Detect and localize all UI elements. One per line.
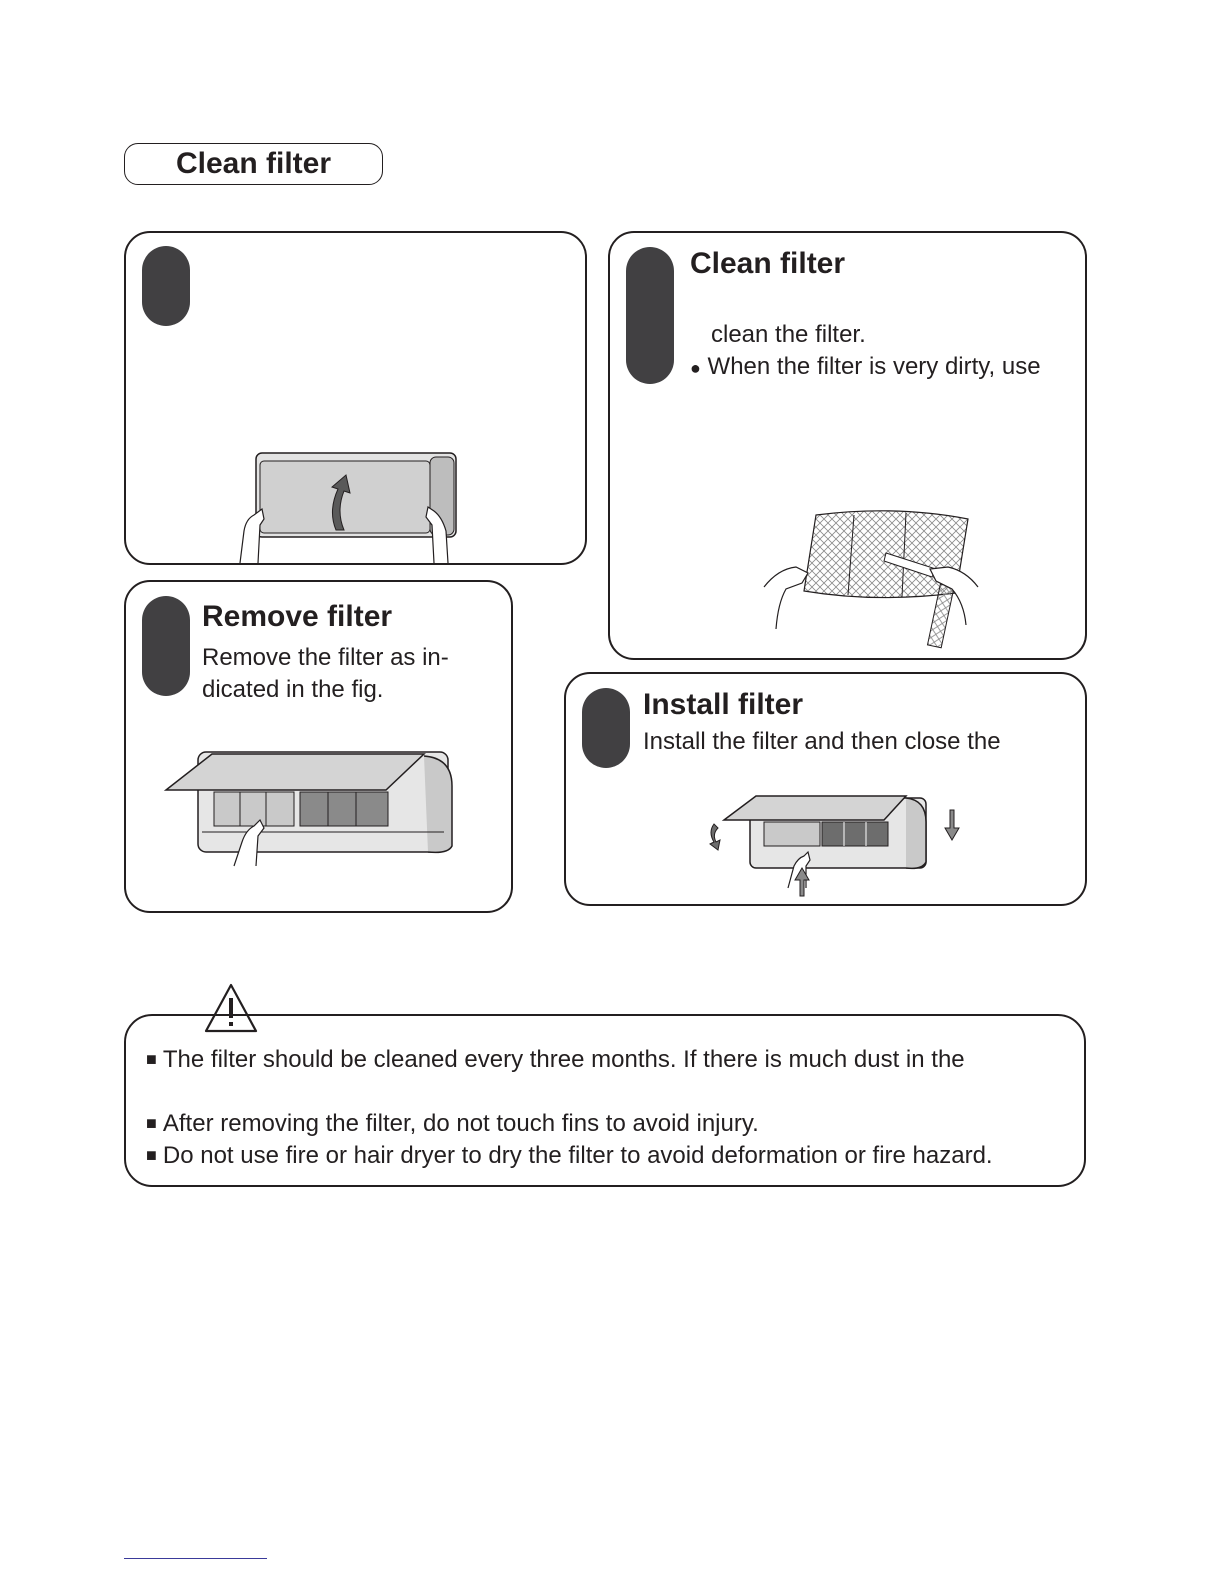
step-card-open-panel <box>124 231 587 565</box>
step-title: Clean filter <box>690 247 846 280</box>
footer-rule <box>124 1558 267 1559</box>
note-text: Do not use fire or hair dryer to dry the filter to avoid deformation or fire hazard. <box>162 1142 993 1169</box>
step-card-clean-filter <box>608 231 1087 660</box>
step-bullet-text <box>690 351 1041 384</box>
remove-filter-figure <box>162 746 462 868</box>
note-text: After removing the filter, do not touch fins to avoid injury. <box>162 1110 759 1137</box>
note-item <box>146 1142 993 1170</box>
step-title: Install filter <box>643 688 804 721</box>
step-text: When the filter is very dirty, use <box>707 353 1041 380</box>
page-title: Clean filter <box>124 143 383 185</box>
note-bullet: ■ <box>146 1113 157 1133</box>
step-tab <box>626 247 674 384</box>
step-card-install-filter <box>564 672 1087 906</box>
filter-cleaning-figure <box>756 507 986 657</box>
note-text: The filter should be cleaned every three months. If there is much dust in the <box>162 1046 965 1073</box>
step-card-remove-filter <box>124 580 513 913</box>
step-text: clean the filter. <box>711 321 866 348</box>
note-bullet: ■ <box>146 1049 157 1069</box>
step-text: Install the filter and then close the <box>643 728 1001 755</box>
step-tab <box>142 246 190 326</box>
step-text: dicated in the fig. <box>202 676 384 703</box>
indoor-unit-open-panel-figure <box>234 445 464 565</box>
note-item <box>146 1046 965 1074</box>
step-tab <box>142 596 190 696</box>
caution-notes-box <box>124 1014 1086 1187</box>
note-bullet: ■ <box>146 1145 157 1165</box>
install-filter-figure <box>706 792 966 902</box>
step-tab <box>582 688 630 768</box>
step-title: Remove filter <box>202 600 393 633</box>
step-text: Remove the filter as in- <box>202 644 449 671</box>
bullet-dot: ● <box>690 358 701 378</box>
note-item <box>146 1110 759 1138</box>
